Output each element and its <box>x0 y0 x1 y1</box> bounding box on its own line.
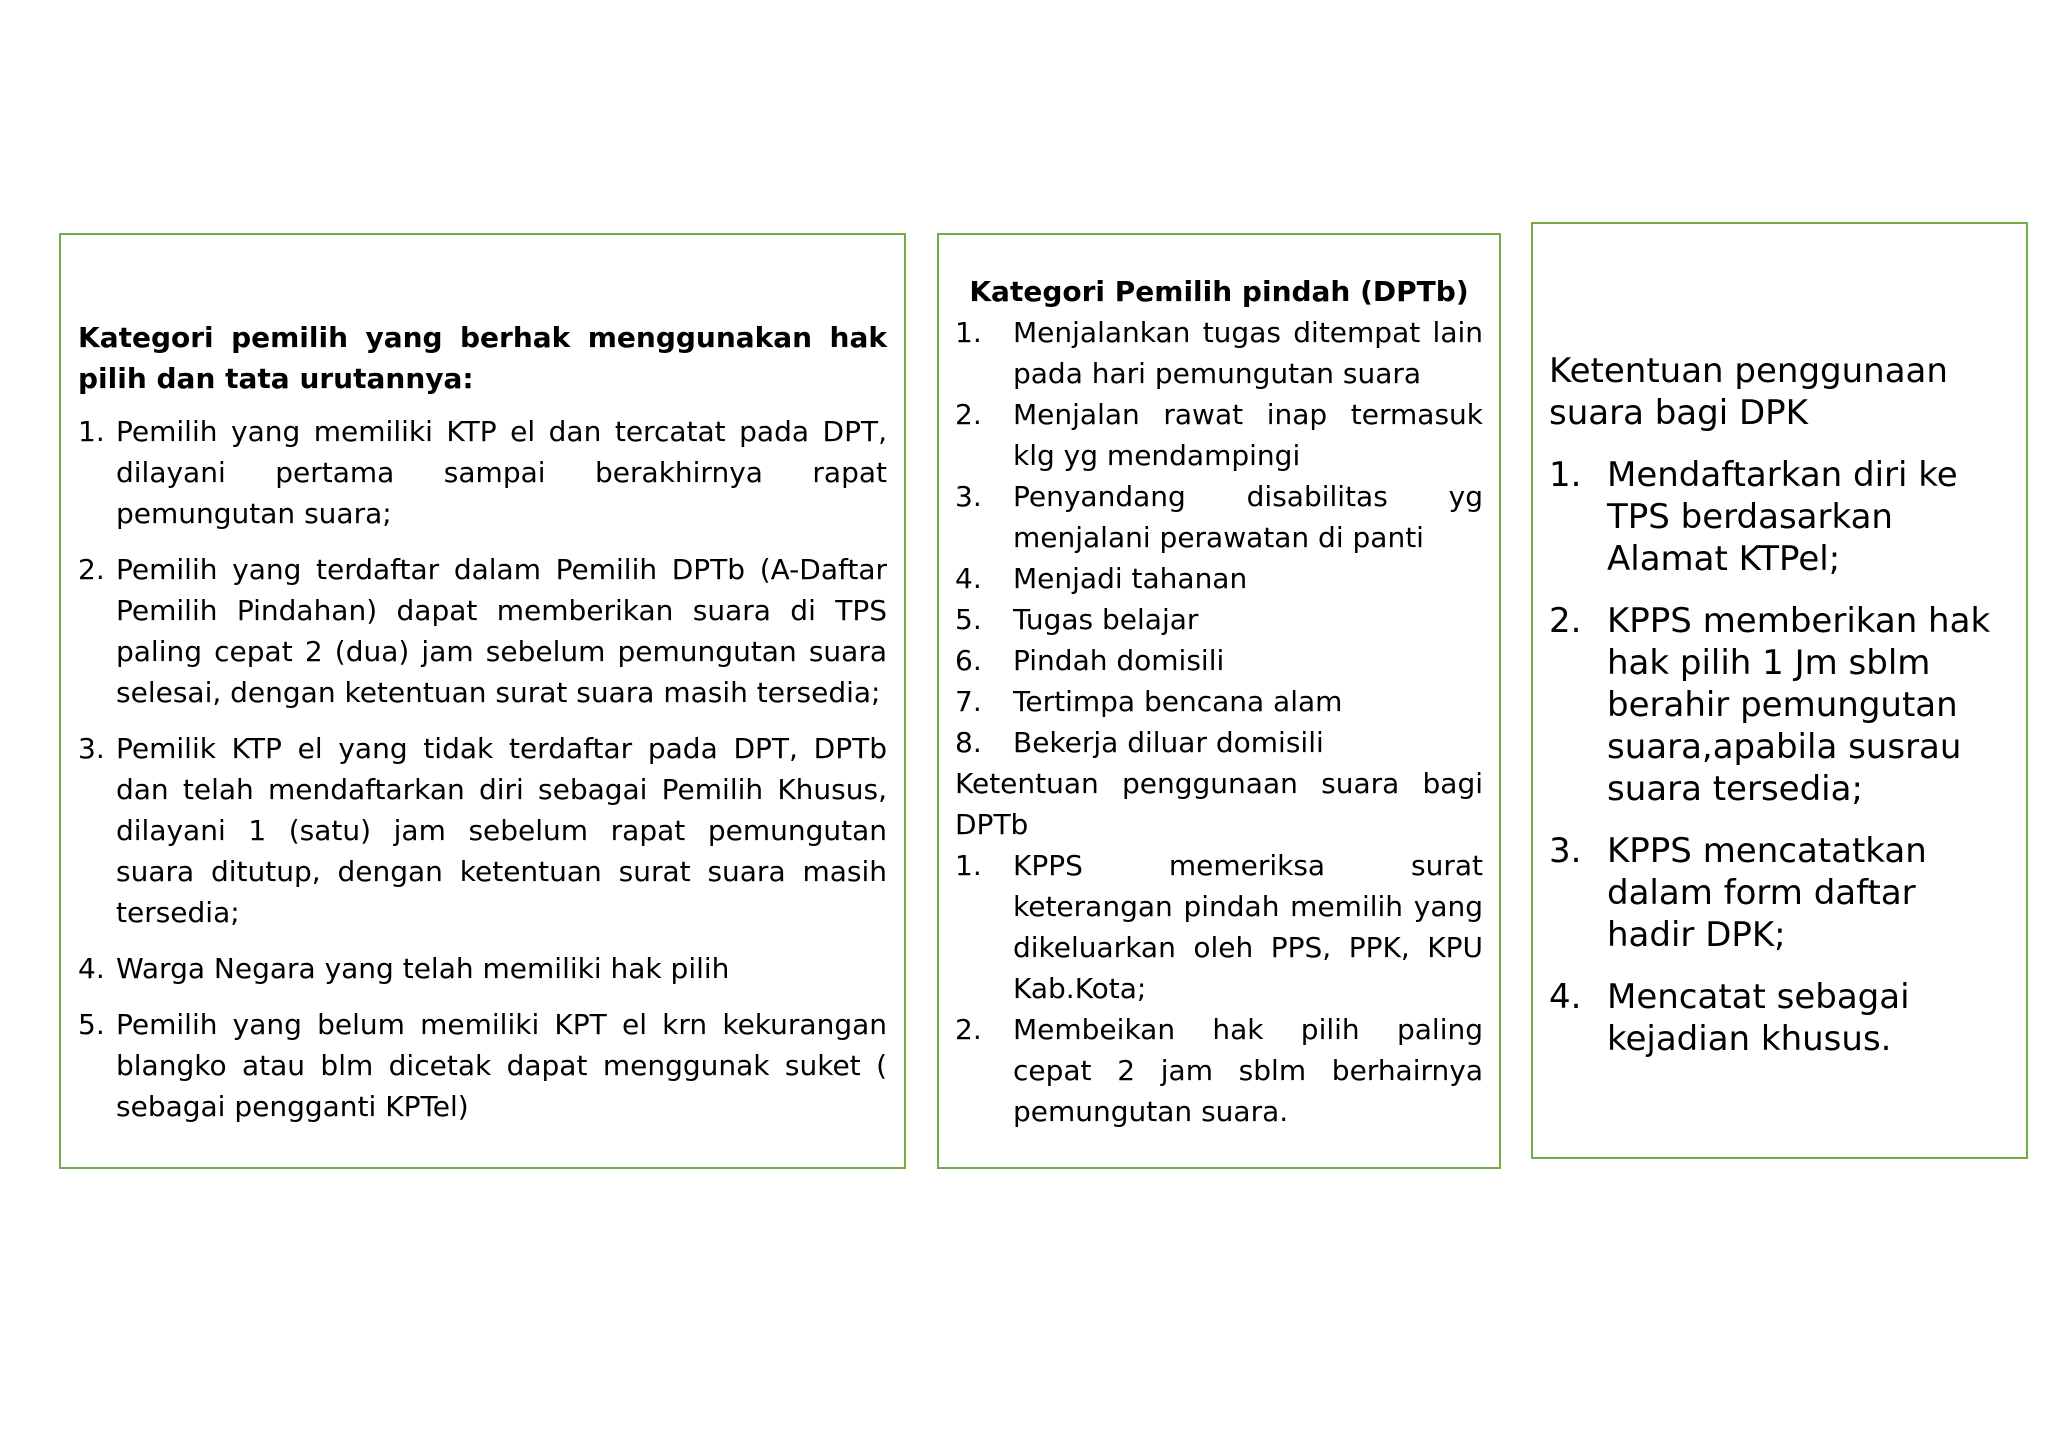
list-number: 2. <box>78 553 105 586</box>
list-item <box>1549 454 2010 580</box>
list-text: Menjadi tahanan <box>1013 562 1248 595</box>
voter-category-heading: Kategori pemilih yang berhak menggunakan hak pilih dan tata urutannya: <box>78 321 887 395</box>
list-number: 1. <box>78 415 105 448</box>
list-text: KPPS memberikan hak hak pilih 1 Jm sblm berahir pemungutan suara,apabila susrau suara tersedia; <box>1607 601 1991 809</box>
list-text: Mencatat sebagai kejadian khusus. <box>1607 977 1910 1059</box>
list-text: Penyandang disabilitas yg menjalani perawatan di panti <box>1013 480 1483 554</box>
list-item <box>955 1009 1483 1132</box>
list-item <box>1549 830 2010 956</box>
list-item <box>955 640 1483 681</box>
dpk-rules-title: Ketentuan penggunaan suara bagi DPK <box>1549 351 1948 433</box>
list-number: 3. <box>1549 831 1582 871</box>
list-number: 4. <box>955 562 982 595</box>
list-text: Pemilih yang belum memiliki KPT el krn kekurangan blangko atau blm dicetak dapat menggunak suket ( sebagai pengganti KPTel) <box>116 1008 887 1123</box>
list-text: Tugas belajar <box>1013 603 1199 636</box>
list-text: Bekerja diluar domisili <box>1013 726 1324 759</box>
list-item <box>955 394 1483 476</box>
list-text: Pemilik KTP el yang tidak terdaftar pada DPT, DPTb dan telah mendaftarkan diri sebagai Pemilih Khusus, dilayani 1 (satu) jam sebelum rapat pemungutan suara ditutup, dengan ketentuan surat suara masih tersedia; <box>116 732 887 929</box>
list-item <box>1549 600 2010 810</box>
dptb-rules-list <box>955 845 1483 1132</box>
voter-category-panel <box>59 233 906 1169</box>
relocated-voter-heading: Kategori Pemilih pindah (DPTb) <box>969 275 1469 308</box>
list-number: 6. <box>955 644 982 677</box>
list-item <box>1549 976 2010 1060</box>
list-item <box>78 728 887 933</box>
list-text: Pemilih yang memiliki KTP el dan tercatat pada DPT, dilayani pertama sampai berakhirnya rapat pemungutan suara; <box>116 415 887 530</box>
list-number: 8. <box>955 726 982 759</box>
list-number: 2. <box>1549 601 1582 641</box>
list-number: 7. <box>955 685 982 718</box>
list-text: KPPS memeriksa surat keterangan pindah memilih yang dikeluarkan oleh PPS, PPK, KPU Kab.Kota; <box>1013 849 1483 1005</box>
list-number: 5. <box>78 1008 105 1041</box>
list-number: 1. <box>1549 455 1582 495</box>
list-number: 2. <box>955 398 982 431</box>
list-item <box>78 549 887 713</box>
list-item <box>78 948 887 989</box>
list-number: 3. <box>78 732 105 765</box>
list-number: 1. <box>955 316 982 349</box>
list-text: Menjalan rawat inap termasuk klg yg mendampingi <box>1013 398 1483 472</box>
list-item <box>78 1004 887 1127</box>
list-text: Mendaftarkan diri ke TPS berdasarkan Alamat KTPel; <box>1607 455 1958 579</box>
list-text: Warga Negara yang telah memiliki hak pilih <box>116 952 730 985</box>
list-item <box>955 476 1483 558</box>
relocated-voter-list <box>955 312 1483 763</box>
list-number: 3. <box>955 480 982 513</box>
list-number: 4. <box>78 952 105 985</box>
dpk-rules-list <box>1549 454 2010 1060</box>
relocated-voter-panel <box>937 233 1501 1169</box>
list-text: Menjalankan tugas ditempat lain pada hari pemungutan suara <box>1013 316 1483 390</box>
list-item <box>955 558 1483 599</box>
list-item <box>955 312 1483 394</box>
list-item <box>955 845 1483 1009</box>
list-number: 1. <box>955 849 982 882</box>
list-item <box>955 681 1483 722</box>
list-text: Pemilih yang terdaftar dalam Pemilih DPTb (A-Daftar Pemilih Pindahan) dapat memberikan suara di TPS paling cepat 2 (dua) jam sebelum pemungutan suara selesai, dengan ketentuan surat suara masih tersedia; <box>116 553 887 709</box>
list-number: 4. <box>1549 977 1582 1017</box>
list-item <box>78 411 887 534</box>
list-text: Tertimpa bencana alam <box>1013 685 1343 718</box>
list-item <box>955 722 1483 763</box>
voter-category-list <box>78 411 887 1127</box>
dpk-rules-panel <box>1531 222 2028 1159</box>
list-text: KPPS mencatatkan dalam form daftar hadir DPK; <box>1607 831 1927 955</box>
dptb-rules-subheading: Ketentuan penggunaan suara bagi DPTb <box>955 767 1483 841</box>
list-item <box>955 599 1483 640</box>
list-text: Membeikan hak pilih paling cepat 2 jam sblm berhairnya pemungutan suara. <box>1013 1013 1483 1128</box>
list-number: 2. <box>955 1013 982 1046</box>
list-number: 5. <box>955 603 982 636</box>
list-text: Pindah domisili <box>1013 644 1225 677</box>
